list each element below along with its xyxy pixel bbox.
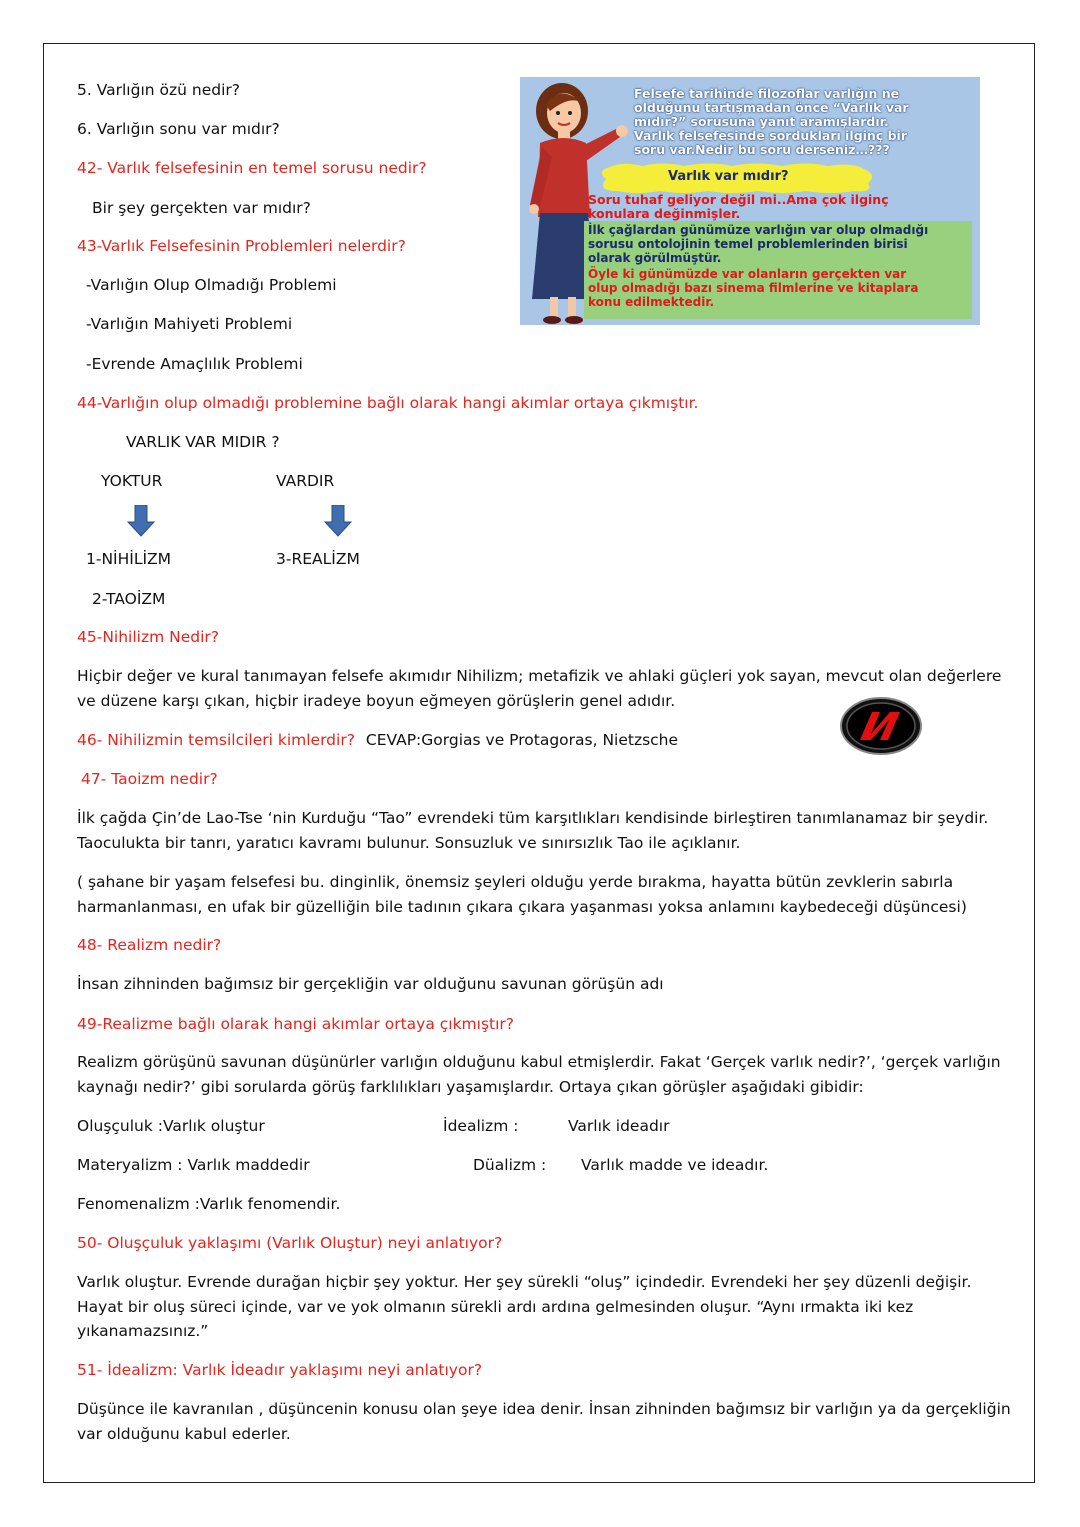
question-49: 49-Realizme bağlı olarak hangi akımlar ortaya çıkmıştır?: [77, 1015, 515, 1033]
diagram-nihilizm: 1-NİHİLİZM: [86, 550, 172, 568]
illustration-panel: [520, 77, 980, 325]
view-olusculuk: Oluşçuluk :Varlık oluştur: [77, 1117, 265, 1135]
answer-45: Hiçbir değer ve kural tanımayan felsefe akımıdır Nihilizm; metafizik ve ahlaki güçleri yok sayan, mevcut olan değerlere ve düzene karşı çıkan, hiçbir iradeye boyun eğmeyen görüşlerin genel adıdır.: [77, 667, 1002, 710]
view-dualizm-value: Varlık madde ve ideadır.: [581, 1156, 769, 1174]
answer-49: Realizm görüşünü savunan düşünürler varlığın olduğunu kabul etmişlerdir. Fakat ‘Gerçek varlık nedir?’, ‘gerçek varlığın kaynağı nedir?’ gibi sorularda görüş farklılıkları yaşamışlardır. Ortaya çıkan görüşler aşağıdaki gibidir:: [77, 1053, 1001, 1096]
question-42: 42- Varlık felsefesinin en temel sorusu nedir?: [77, 159, 427, 177]
question-51: 51- İdealizm: Varlık İdeadır yaklaşımı neyi anlatıyor?: [77, 1361, 483, 1379]
answer-43-item: -Evrende Amaçlılık Problemi: [86, 355, 303, 373]
illustration-green-line: olarak görülmüştür.: [588, 251, 722, 265]
question-45: 45-Nihilizm Nedir?: [77, 628, 219, 646]
view-materyalizm: Materyalizm : Varlık maddedir: [77, 1156, 310, 1174]
question-50: 50- Oluşçuluk yaklaşımı (Varlık Oluştur) neyi anlatıyor?: [77, 1234, 503, 1252]
illustration-green-line: olup olmadığı bazı sinema filmlerine ve kitaplara: [588, 281, 919, 295]
cloud-text: Varlık var mıdır?: [668, 169, 789, 184]
illustration-line: olduğunu tartışmadan önce “Varlık var: [634, 100, 909, 115]
answer-46: CEVAP:Gorgias ve Protagoras, Nietzsche: [365, 731, 679, 749]
diagram-title: VARLIK VAR MIDIR ?: [126, 433, 280, 451]
illustration-green-line: Öyle ki günümüzde var olanların gerçekten var: [588, 267, 907, 281]
diagram-taoizm: 2-TAOİZM: [92, 590, 166, 608]
illustration-green-line: konu edilmektedir.: [588, 295, 715, 309]
question-6: 6. Varlığın sonu var mıdır?: [77, 120, 280, 138]
illustration-line: soru var.Nedir bu soru derseniz…???: [634, 142, 890, 157]
illustration-red-line: Soru tuhaf geliyor değil mi..Ama çok ilginç: [588, 192, 889, 207]
diagram-left-head: YOKTUR: [101, 472, 163, 490]
question-48: 48- Realizm nedir?: [77, 936, 222, 954]
answer-47: İlk çağda Çin’de Lao-Tse ‘nin Kurduğu “Tao” evrendeki tüm karşıtlıkları kendisinde birleştiren tanımlanamaz bir şeydir. Taoculukta bir tanrı, yaratıcı kavramı bulunur. Sonsuzluk ve sınırsızlık Tao ile açıklanır.: [77, 809, 989, 852]
diagram-realizm: 3-REALİZM: [276, 550, 360, 568]
down-arrow-icon: [324, 505, 352, 537]
view-fenomenalizm: Fenomenalizm :Varlık fenomendir.: [77, 1195, 341, 1213]
view-dualizm-label: Düalizm :: [473, 1156, 547, 1174]
question-5: 5. Varlığın özü nedir?: [77, 81, 240, 99]
illustration-line: Felsefe tarihinde filozoflar varlığın ne: [634, 86, 900, 101]
answer-48: İnsan zihninden bağımsız bir gerçekliğin var olduğunu savunan görüşün adı: [77, 975, 664, 993]
illustration-green-line: sorusu ontolojinin temel problemlerinden birisi: [588, 237, 908, 251]
illustration-red-line: konulara değinmişler.: [588, 206, 741, 221]
logo-icon: [838, 696, 924, 760]
answer-50: Varlık oluştur. Evrende durağan hiçbir şey yoktur. Her şey sürekli “oluş” içindedir. Evrendeki her şey düzenli değişir. Hayat bir oluş süreci içinde, var ve yok olmanın sürekli ardı ardına gelmesinden oluşur. “Aynı ırmakta iki kez yıkanamazsınız.”: [77, 1273, 972, 1340]
question-44: 44-Varlığın olup olmadığı problemine bağlı olarak hangi akımlar ortaya çıkmıştır.: [77, 394, 699, 412]
question-46-row: [77, 728, 678, 752]
down-arrow-icon: [127, 505, 155, 537]
question-47: 47- Taoizm nedir?: [81, 770, 218, 788]
illustration-line: Varlık felsefesinde sordukları ilginç bir: [634, 128, 907, 143]
answer-43-item: -Varlığın Mahiyeti Problemi: [86, 315, 293, 333]
answer-43-item: -Varlığın Olup Olmadığı Problemi: [86, 276, 337, 294]
view-idealizm-label: İdealizm :: [443, 1117, 519, 1135]
answer-51: Düşünce ile kavranılan , düşüncenin konusu olan şeye idea denir. İnsan zihninden bağımsız bir varlığın ya da gerçekliğin var olduğunu kabul ederler.: [77, 1400, 1011, 1443]
question-43: 43-Varlık Felsefesinin Problemleri nelerdir?: [77, 237, 406, 255]
diagram-right-head: VARDIR: [276, 472, 335, 490]
answer-42: Bir şey gerçekten var mıdır?: [92, 199, 311, 217]
illustration-green-line: İlk çağlardan günümüze varlığın var olup olmadığı: [588, 223, 929, 237]
question-46: 46- Nihilizmin temsilcileri kimlerdir?: [77, 731, 355, 749]
illustration-line: mıdır?” sorusuna yanıt aramışlardır.: [634, 114, 889, 129]
view-idealizm-value: Varlık ideadır: [568, 1117, 670, 1135]
answer-47-note: ( şahane bir yaşam felsefesi bu. dinginlik, önemsiz şeyleri olduğu yerde bırakma, hayatta bütün zevklerin sabırla harmanlanması, en ufak bir güzelliğin bile tadının çıkara çıkara yaşanması yoksa anlamını kaybedeceği düşüncesi): [77, 873, 967, 916]
